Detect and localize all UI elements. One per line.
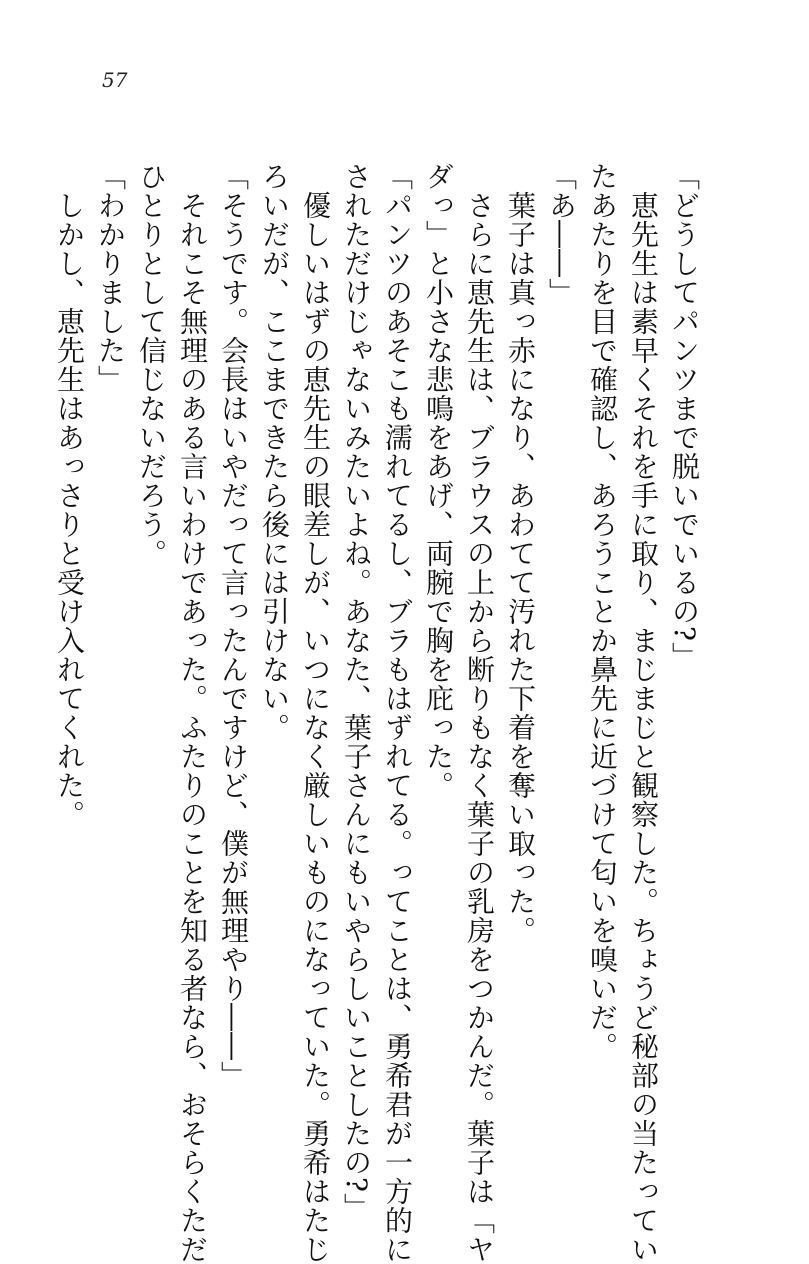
page-number: 57 xyxy=(102,68,128,92)
text-line: 葉子は真っ赤になり、あわてて汚れた下着を奪い取った。 xyxy=(504,162,537,945)
text-line: ひとりとして信じないだろう。 xyxy=(135,162,168,568)
text-line: 「パンツのあそこも濡れてるし、ブラもはずれてる。ってことは、勇希君が一方的に xyxy=(381,162,414,1264)
text-line: 優しいはずの恵先生の眼差しが、いつになく厳しいものになっていた。勇希はたじ xyxy=(299,162,332,1264)
vertical-body-text xyxy=(53,162,705,1264)
text-line: それこそ無理のある言いわけであった。ふたりのことを知る者なら、おそらくただ xyxy=(176,162,209,1264)
text-line: しかし、恵先生はあっさりと受け入れてくれた。 xyxy=(53,162,86,829)
text-line: たあたりを目で確認し、あろうことか鼻先に近づけて匂いを嗅いだ。 xyxy=(586,162,619,1061)
text-line: されただけじゃないみたいよね。あなた、葉子さんにもいやらしいことしたの?」 xyxy=(340,162,373,1223)
text-line: さらに恵先生は、ブラウスの上から断りもなく葉子の乳房をつかんだ。葉子は「ヤ xyxy=(463,162,496,1264)
text-line: 「そうです。会長はいやだって言ったんですけど、僕が無理やり――」 xyxy=(217,162,250,1090)
text-line: ダっ」と小さな悲鳴をあげ、両腕で胸を庇った。 xyxy=(422,162,455,800)
text-line: 恵先生は素早くそれを手に取り、まじまじと観察した。ちょうど秘部の当たってい xyxy=(627,162,660,1264)
text-line: 「あ――」 xyxy=(545,162,578,307)
text-line: 「わかりました」 xyxy=(94,162,127,394)
text-line: 「どうしてパンツまで脱いでいるの?」 xyxy=(668,162,701,672)
text-line: ろいだが、ここまできたら後には引けない。 xyxy=(258,162,291,742)
